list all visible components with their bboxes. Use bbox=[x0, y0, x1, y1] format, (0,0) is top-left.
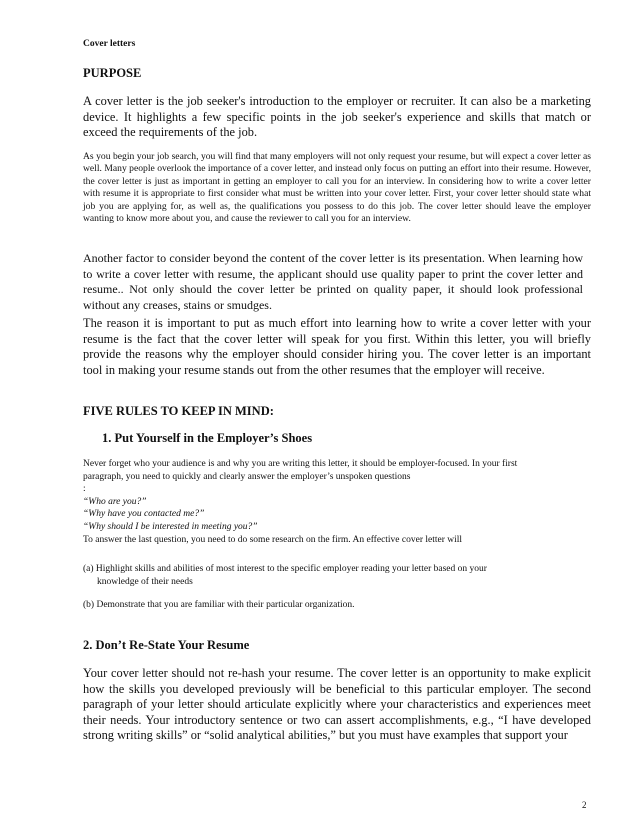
purpose-paragraph-4: The reason it is important to put as much effort into learning how to write a cover letter with your resume is the fact that the cover letter will speak for you first. Within this letter, you will briefly provide the reasons why the employer should consider hiring you. The cover letter is an important tool in making your resume stands out from the other resumes that the employer will receive. bbox=[83, 316, 591, 377]
rule-1-item-a-line-1: (a) Highlight skills and abilities of most interest to the specific employer reading your letter based on your bbox=[83, 564, 487, 574]
rule-1-line-1: Never forget who your audience is and why you are writing this letter, it should be employer-focused. In your first bbox=[83, 459, 518, 469]
rule-2-paragraph: Your cover letter should not re-hash your resume. The cover letter is an opportunity to make explicit how the skills you developed previously will be beneficial to this particular employer. The second paragraph of your letter should articulate explicitly where your characteristics and experiences meet their needs. Your introductory sentence or two can assert accomplishments, e.g., “I have developed strong writing skills” or “solid analytical abilities,” but you must have examples that support your bbox=[83, 666, 591, 743]
rule-2-title: 2. Don’t Re-State Your Resume bbox=[83, 638, 250, 652]
question-why-contacted: “Why have you contacted me?” bbox=[83, 509, 205, 520]
rules-heading: FIVE RULES TO KEEP IN MIND: bbox=[83, 404, 274, 418]
rule-1-item-b: (b) Demonstrate that you are familiar with their particular organization. bbox=[83, 600, 355, 610]
question-why-interested: “Why should I be interested in meeting you?” bbox=[83, 521, 258, 532]
rule-1-item-a-line-2: knowledge of their needs bbox=[97, 576, 193, 587]
rule-1-line-2: paragraph, you need to quickly and clearly answer the employer’s unspoken questions bbox=[83, 471, 411, 482]
rule-1-list-b bbox=[83, 599, 595, 612]
purpose-paragraph-3: Another factor to consider beyond the content of the cover letter is its presentation. When learning how to write a cover letter with resume, the applicant should use quality paper to print the cover letter and resume.. Not only should the cover letter be printed on quality paper, it should look professional without any creases, stains or smudges. bbox=[83, 251, 583, 312]
purpose-heading: PURPOSE bbox=[83, 66, 142, 80]
purpose-paragraph-1: A cover letter is the job seeker's introduction to the employer or recruiter. It can also be a marketing device. It highlights a few specific points in the job seeker's experience and skills that match or exceed the requirements of the job. bbox=[83, 94, 591, 140]
rule-1-body bbox=[83, 458, 595, 546]
question-who-are-you: “Who are you?” bbox=[83, 496, 147, 507]
purpose-paragraph-2: As you begin your job search, you will find that many employers will not only request your resume, but will expect a cover letter as well. Many people overlook the importance of a cover letter, and instead only focus on putting an effort into their resume. However, the cover letter is just as important in getting an employer to call you for an interview. In considering how to write a cover letter with resume it is appropriate to first consider what must be written into your cover letter. First, your cover letter should state what job you are applying for, as well as, the qualifications you possess to do this job. The cover letter should leave the employer wanting to know more about you, and cause the reviewer to call you for an interview. bbox=[83, 151, 591, 225]
rule-1-title: 1. Put Yourself in the Employer’s Shoes bbox=[102, 431, 313, 445]
page-number: 2 bbox=[582, 800, 587, 810]
rule-1-list-a bbox=[83, 563, 595, 588]
rule-1-after-questions: To answer the last question, you need to do some research on the firm. An effective cover letter will bbox=[83, 534, 463, 545]
running-header: Cover letters bbox=[83, 39, 136, 49]
rule-1-colon: : bbox=[83, 484, 86, 495]
